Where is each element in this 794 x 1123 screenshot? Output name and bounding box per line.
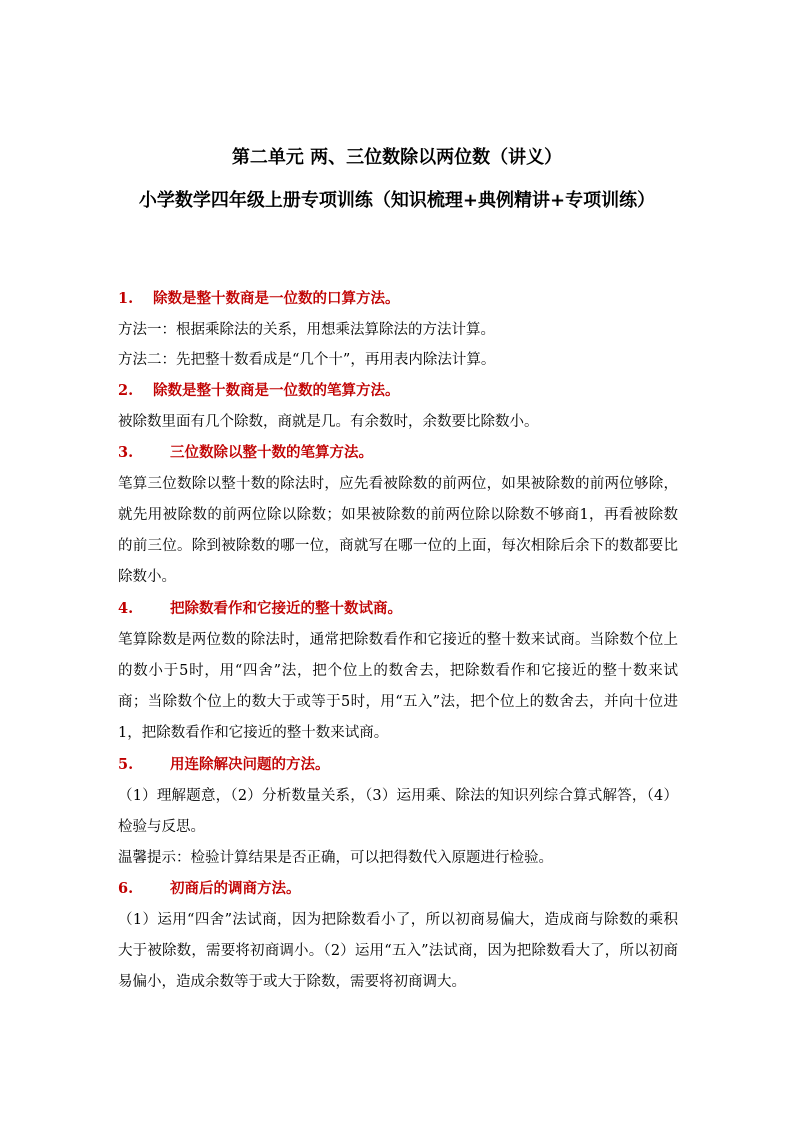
- section-number: 2.: [118, 382, 134, 399]
- section-title: 用连除解决问题的方法。: [170, 756, 330, 773]
- section-number: 3.: [118, 444, 134, 461]
- section-title: 除数是整十数商是一位数的口算方法。: [153, 290, 400, 307]
- section-title: 除数是整十数商是一位数的笔算方法。: [153, 382, 400, 399]
- section-1-paragraph: 方法一：根据乘除法的关系，用想乘法算除法的方法计算。: [118, 322, 495, 338]
- section-number: 1.: [118, 290, 134, 307]
- section-1-paragraph: 方法二：先把整十数看成是“几个十”，再用表内除法计算。: [118, 352, 496, 368]
- section-5-paragraph: （1）理解题意，（2）分析数量关系，（3）运用乘、除法的知识列综合算式解答，（4）检验与反思。: [118, 788, 678, 835]
- section-6-heading: [118, 878, 678, 900]
- section-number: 6.: [118, 880, 134, 897]
- section-5-heading: [118, 754, 678, 776]
- title-line-2: 小学数学四年级上册专项训练（知识梳理+典例精讲+专项训练）: [138, 190, 656, 211]
- document-body: [118, 288, 678, 1003]
- section-2-paragraph: 被除数里面有几个除数，商就是几。有余数时，余数要比除数小。: [118, 414, 539, 430]
- section-1-heading: [118, 288, 678, 310]
- section-4-heading: [118, 598, 678, 620]
- section-4-paragraph: 笔算除数是两位数的除法时，通常把除数看作和它接近的整十数来试商。当除数个位上的数小于5时，用“四舍”法，把个位上的数舍去，把除数看作和它接近的整十数来试商；当除数个位上的数大于或等于5时，用“五入”法，把个位上的数舍去，并向十位进1，把除数看作和它接近的整十数来试商。: [118, 632, 678, 741]
- section-title: 三位数除以整十数的笔算方法。: [170, 444, 373, 461]
- title-line-1: 第二单元 两、三位数除以两位数（讲义）: [231, 147, 563, 168]
- section-3-heading: [118, 442, 678, 464]
- section-2-heading: [118, 380, 678, 402]
- section-title: 初商后的调商方法。: [170, 880, 301, 897]
- section-6-paragraph: （1）运用“四舍”法试商，因为把除数看小了，所以初商易偏大，造成商与除数的乘积大于被除数，需要将初商调小。（2）运用“五入”法试商，因为把除数看大了，所以初商易偏小，造成余数等于或大于除数，需要将初商调大。: [118, 912, 678, 990]
- section-5-paragraph: 温馨提示：检验计算结果是否正确，可以把得数代入原题进行检验。: [118, 850, 553, 866]
- section-number: 4.: [118, 600, 134, 617]
- section-title: 把除数看作和它接近的整十数试商。: [170, 600, 402, 617]
- section-3-paragraph: 笔算三位数除以整十数的除法时，应先看被除数的前两位，如果被除数的前两位够除，就先用被除数的前两位除以除数；如果被除数的前两位除以除数不够商1，再看被除数的前三位。除到被除数的哪一位，商就写在哪一位的上面，每次相除后余下的数都要比除数小。: [118, 476, 678, 585]
- section-number: 5.: [118, 756, 134, 773]
